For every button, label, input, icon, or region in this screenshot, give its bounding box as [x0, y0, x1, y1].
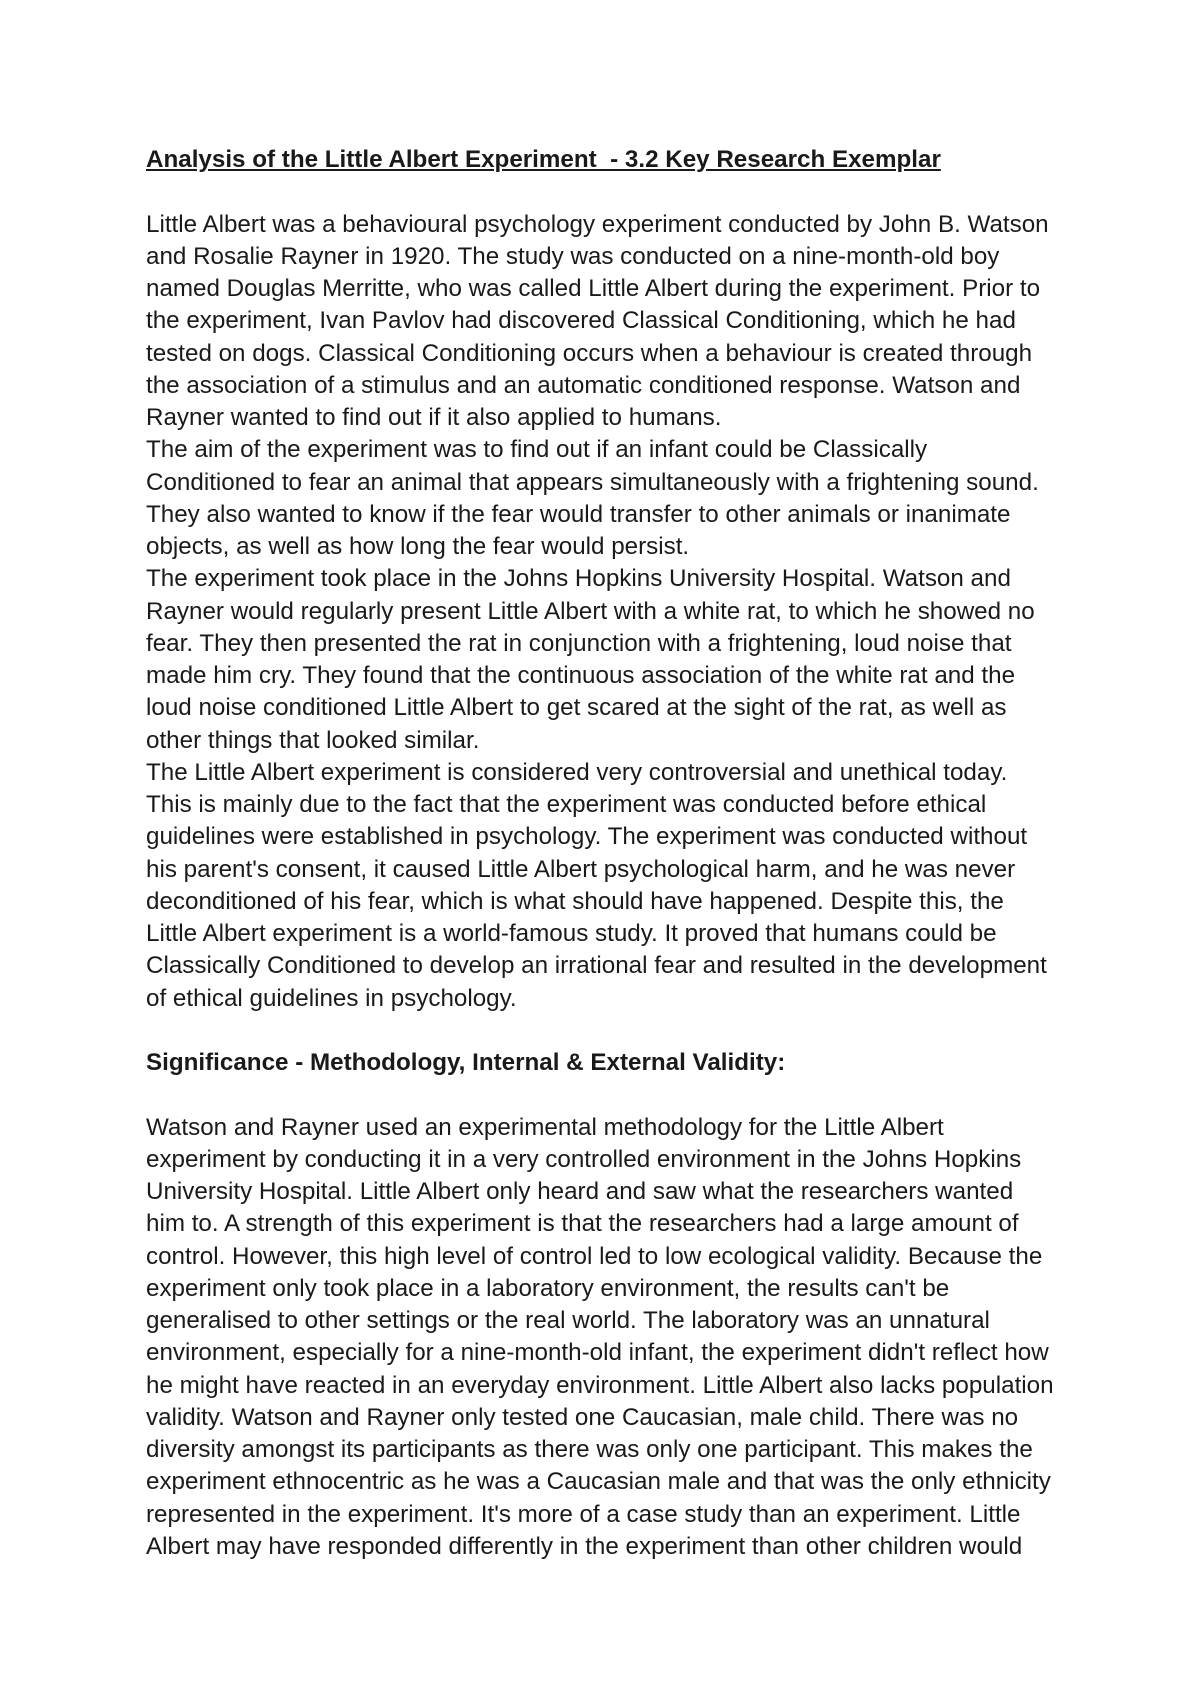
paragraph-line: University Hospital. Little Albert only heard and saw what the researchers wanted: [146, 1178, 1014, 1205]
paragraph-line: Albert may have responded differently in the experiment than other children would: [146, 1532, 1023, 1560]
paragraph-line: and Rosalie Rayner in 1920. The study was conducted on a nine-month-old boy: [146, 242, 1000, 270]
paragraph-line: loud noise conditioned Little Albert to get scared at the sight of the rat, as well as: [146, 694, 1007, 722]
paragraph-line: This is mainly due to the fact that the experiment was conducted before ethical: [146, 791, 987, 818]
paragraph-line: tested on dogs. Classical Conditioning occurs when a behaviour is created through: [146, 339, 1033, 367]
paragraph-line: The aim of the experiment was to find out if an infant could be Classically: [146, 436, 928, 464]
procedure-paragraph: [146, 563, 1200, 757]
paragraph-line: the experiment, Ivan Pavlov had discovered Classical Conditioning, which he had: [146, 307, 1016, 335]
paragraph-line: validity. Watson and Rayner only tested one Caucasian, male child. There was no: [146, 1403, 1019, 1431]
intro-paragraph: [146, 209, 1200, 435]
paragraph-line: They also wanted to know if the fear would transfer to other animals or inanimate: [146, 500, 1011, 528]
paragraph-line: Rayner would regularly present Little Albert with a white rat, to which he showed no: [146, 597, 1035, 625]
paragraph-line: Watson and Rayner used an experimental methodology for the Little Albert: [146, 1113, 944, 1141]
paragraph-line: environment, especially for a nine-month-old infant, the experiment didn't reflect how: [146, 1339, 1049, 1367]
paragraph-line: control. However, this high level of control led to low ecological validity. Because the: [146, 1242, 1043, 1270]
blank-line: [146, 176, 1200, 208]
paragraph-line: his parent's consent, it caused Little Albert psychological harm, and he was never: [146, 855, 1016, 883]
ethics-paragraph: [146, 757, 1200, 1015]
paragraph-line: Conditioned to fear an animal that appears simultaneously with a frightening sound.: [146, 468, 1039, 496]
paragraph-line: generalised to other settings or the real world. The laboratory was an unnatural: [146, 1307, 990, 1334]
paragraph-line: fear. They then presented the rat in conjunction with a frightening, loud noise that: [146, 629, 1012, 657]
section-heading: Significance - Methodology, Internal & External Validity:: [146, 1049, 786, 1076]
paragraph-line: experiment only took place in a laboratory environment, the results can't be: [146, 1274, 950, 1302]
methodology-paragraph: [146, 1112, 1200, 1564]
paragraph-line: objects, as well as how long the fear would persist.: [146, 533, 690, 560]
paragraph-line: Rayner wanted to find out if it also applied to humans.: [146, 404, 722, 431]
paragraph-line: he might have reacted in an everyday environment. Little Albert also lacks population: [146, 1371, 1054, 1399]
blank-line: [146, 1015, 1200, 1047]
paragraph-line: The experiment took place in the Johns Hopkins University Hospital. Watson and: [146, 565, 1011, 593]
paragraph-line: experiment by conducting it in a very controlled environment in the Johns Hopkins: [146, 1145, 1022, 1173]
document-title: Analysis of the Little Albert Experiment - 3.2 Key Research Exemplar: [146, 146, 941, 173]
paragraph-line: the association of a stimulus and an automatic conditioned response. Watson and: [146, 371, 1021, 399]
blank-line: [146, 1079, 1200, 1111]
paragraph-line: diversity amongst its participants as there was only one participant. This makes the: [146, 1436, 1033, 1463]
paragraph-line: him to. A strength of this experiment is that the researchers had a large amount of: [146, 1210, 1019, 1238]
paragraph-line: Little Albert was a behavioural psychology experiment conducted by John B. Watson: [146, 210, 1049, 238]
paragraph-line: made him cry. They found that the continuous association of the white rat and the: [146, 662, 1016, 689]
paragraph-line: Classically Conditioned to develop an irrational fear and resulted in the development: [146, 952, 1047, 980]
aim-paragraph: [146, 434, 1200, 563]
paragraph-line: of ethical guidelines in psychology.: [146, 984, 517, 1012]
paragraph-line: The Little Albert experiment is considered very controversial and unethical today.: [146, 758, 1008, 786]
paragraph-line: guidelines were established in psychology. The experiment was conducted without: [146, 823, 1028, 851]
paragraph-line: Little Albert experiment is a world-famous study. It proved that humans could be: [146, 920, 997, 947]
paragraph-line: named Douglas Merritte, who was called Little Albert during the experiment. Prior to: [146, 275, 1041, 302]
paragraph-line: experiment ethnocentric as he was a Caucasian male and that was the only ethnicity: [146, 1468, 1051, 1496]
paragraph-line: deconditioned of his fear, which is what should have happened. Despite this, the: [146, 887, 1004, 915]
paragraph-line: represented in the experiment. It's more of a case study than an experiment. Little: [146, 1500, 1021, 1528]
paragraph-line: other things that looked similar.: [146, 726, 480, 754]
